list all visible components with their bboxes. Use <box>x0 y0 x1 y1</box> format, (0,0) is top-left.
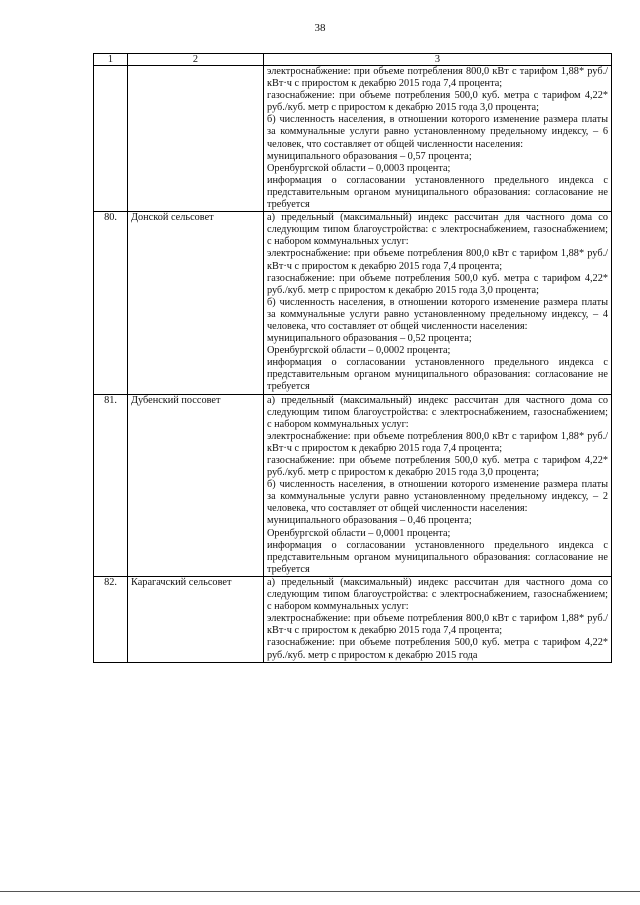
description-paragraph: Оренбургской области – 0,0003 процента; <box>267 162 451 174</box>
description-paragraph: информация о согласовании установленного предельного индекса с представительным органом муниципального образования: согласование не требуется <box>267 357 608 393</box>
description-paragraph: муниципального образования – 0,46 процента; <box>267 515 472 527</box>
description-paragraph: газоснабжение: при объеме потребления 500,0 куб. метра с тарифом 4,22* руб./куб. метр с приростом к декабрю 2015 года 3,0 процента; <box>267 455 608 479</box>
row-number: 81. <box>94 394 128 576</box>
description-paragraph: электроснабжение: при объеме потребления 800,0 кВт с тарифом 1,88* руб./кВт·ч с приростом к декабрю 2015 года 7,4 процента; <box>267 248 608 272</box>
row-number <box>94 66 128 212</box>
index-description <box>264 212 612 394</box>
municipality-name: Дубенский поссовет <box>128 394 264 576</box>
index-description <box>264 576 612 662</box>
description-paragraph: а) предельный (максимальный) индекс рассчитан для частного дома со следующим типом благоустройства: с электроснабжением, газоснабжением; с набором коммунальных услуг: <box>267 394 608 430</box>
description-paragraph: электроснабжение: при объеме потребления 800,0 кВт с тарифом 1,88* руб./кВт·ч с приростом к декабрю 2015 года 7,4 процента; <box>267 613 608 637</box>
description-paragraph: б) численность населения, в отношении которого изменение размера платы за коммунальные услуги равно установленному предельному индексу, – 2 человека, что составляет от общей численности населения: <box>267 479 608 515</box>
description-paragraph: газоснабжение: при объеме потребления 500,0 куб. метра с тарифом 4,22* руб./куб. метр с приростом к декабрю 2015 года 3,0 процента; <box>267 272 608 296</box>
municipality-name <box>128 66 264 212</box>
description-paragraph: Оренбургской области – 0,0002 процента; <box>267 345 451 357</box>
index-description <box>264 394 612 576</box>
description-paragraph: б) численность населения, в отношении которого изменение размера платы за коммунальные услуги равно установленному предельному индексу, – 4 человека, что составляет от общей численности населения: <box>267 296 608 332</box>
description-paragraph: б) численность населения, в отношении которого изменение размера платы за коммунальные услуги равно установленному предельному индексу, – 6 человек, что составляет от общей численности населения: <box>267 114 608 150</box>
row-number: 82. <box>94 576 128 662</box>
description-paragraph: газоснабжение: при объеме потребления 500,0 куб. метра с тарифом 4,22* руб./куб. метр с приростом к декабрю 2015 года <box>267 637 608 661</box>
description-paragraph: а) предельный (максимальный) индекс рассчитан для частного дома со следующим типом благоустройства: с электроснабжением, газоснабжением; с набором коммунальных услуг: <box>267 576 608 613</box>
description-paragraph: электроснабжение: при объеме потребления 800,0 кВт с тарифом 1,88* руб./кВт·ч с приростом к декабрю 2015 года 7,4 процента; <box>267 430 608 454</box>
data-table <box>93 53 612 663</box>
municipality-name: Карагачский сельсовет <box>128 576 264 662</box>
municipality-name: Донской сельсовет <box>128 212 264 394</box>
table-row <box>94 576 612 662</box>
description-paragraph: муниципального образования – 0,52 процента; <box>267 333 472 345</box>
row-number: 80. <box>94 212 128 394</box>
description-paragraph: а) предельный (максимальный) индекс рассчитан для частного дома со следующим типом благоустройства: с электроснабжением, газоснабжением; с набором коммунальных услуг: <box>267 212 608 248</box>
description-paragraph: электроснабжение: при объеме потребления 800,0 кВт с тарифом 1,88* руб./кВт·ч с приростом к декабрю 2015 года 7,4 процента; <box>267 66 608 90</box>
scan-edge-line <box>0 891 640 892</box>
description-paragraph: информация о согласовании установленного предельного индекса с представительным органом муниципального образования: согласование не требуется <box>267 539 608 575</box>
table-header-row <box>94 54 612 66</box>
description-paragraph: газоснабжение: при объеме потребления 500,0 куб. метра с тарифом 4,22* руб./куб. метр с приростом к декабрю 2015 года 3,0 процента; <box>267 90 608 114</box>
index-description <box>264 66 612 212</box>
table-row <box>94 66 612 212</box>
column-header: 2 <box>128 54 264 66</box>
description-paragraph: информация о согласовании установленного предельного индекса с представительным органом муниципального образования: согласование не требуется <box>267 174 608 211</box>
column-header: 3 <box>264 54 612 66</box>
page-number: 38 <box>314 22 326 34</box>
description-paragraph: Оренбургской области – 0,0001 процента; <box>267 527 451 539</box>
table-row <box>94 394 612 576</box>
column-header: 1 <box>94 54 128 66</box>
description-paragraph: муниципального образования – 0,57 процента; <box>267 150 472 162</box>
table-row <box>94 212 612 394</box>
